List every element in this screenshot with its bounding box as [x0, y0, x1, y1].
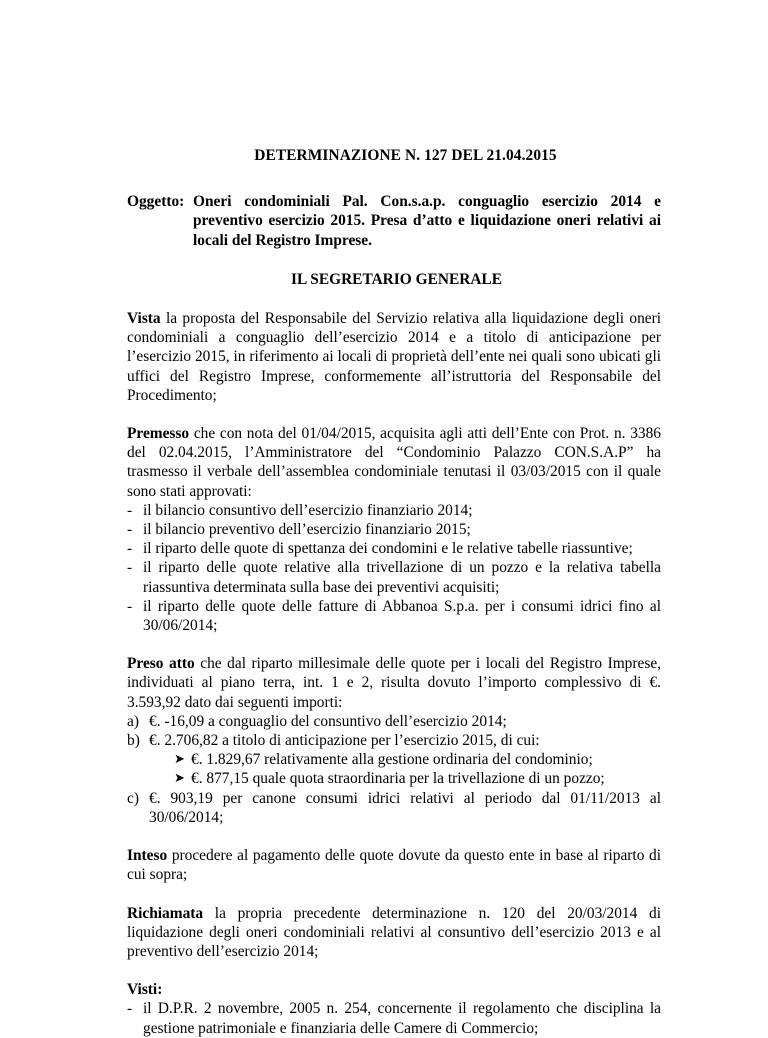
- list-item: - il D.P.R. 2 novembre, 2005 n. 254, concernente il regolamento che disciplina la gestione patrimoniale e finanziaria delle Camere di Commercio;: [127, 999, 661, 1037]
- arrow-bullet-icon: ➤: [174, 752, 185, 768]
- sub-amounts-list: [149, 750, 661, 788]
- arrow-bullet-icon: ➤: [174, 771, 185, 787]
- list-item: - il riparto delle quote relative alla trivellazione di un pozzo e la relativa tabella riassuntiva determinata sulla base dei preventivi acquisiti;: [127, 558, 661, 596]
- premesso-paragraph: [127, 424, 661, 635]
- subject-block: [127, 192, 661, 250]
- list-item: - il bilancio consuntivo dell’esercizio finanziario 2014;: [127, 501, 661, 520]
- preso-atto-lead: Preso atto: [127, 655, 195, 673]
- list-item: [127, 731, 661, 789]
- vista-lead: Vista: [127, 310, 161, 328]
- sub-list-item: [174, 769, 661, 788]
- list-item: - il bilancio preventivo dell’esercizio finanziario 2015;: [127, 520, 661, 539]
- item-letter: c): [127, 789, 139, 807]
- richiamata-lead: Richiamata: [127, 904, 204, 922]
- sub-item-text: €. 877,15 quale quota straordinaria per la trivellazione di un pozzo;: [191, 770, 605, 788]
- vista-text: la proposta del Responsabile del Servizio relativa alla liquidazione degli oneri condominiali a conguaglio dell’esercizio 2014 e a titolo di anticipazione per l’esercizio 2015, in riferimento ai locali di proprietà dell’ente nei quali sono ubicati gli uffici del Registro Imprese, conformemente all’istruttoria del Responsabile del Procedimento;: [127, 310, 661, 404]
- inteso-text: procedere al pagamento delle quote dovute da questo ente in base al riparto di cui sopra;: [127, 847, 661, 884]
- document-title: DETERMINAZIONE N. 127 DEL 21.04.2015: [254, 147, 557, 164]
- item-letter: b): [127, 732, 140, 750]
- list-item: [127, 712, 661, 731]
- inteso-paragraph: [127, 846, 661, 884]
- visti-list: [127, 999, 661, 1037]
- premesso-text: che con nota del 01/04/2015, acquisita agli atti dell’Ente con Prot. n. 3386 del 02.04.2015, l’Amministratore del “Condominio Palazzo CON.S.A.P” ha trasmesso il verbale dell’assemblea condominiale tenutasi il 03/03/2015 con il quale sono stati approvati:: [127, 425, 661, 500]
- subject-label: Oggetto:: [127, 193, 185, 211]
- sub-item-text: €. 1.829,67 relativamente alla gestione ordinaria del condominio;: [191, 751, 593, 769]
- list-item: - il riparto delle quote delle fatture di Abbanoa S.p.a. per i consumi idrici fino al 30/06/2014;: [127, 597, 661, 635]
- premesso-list: [127, 501, 661, 635]
- item-letter: a): [127, 712, 139, 730]
- preso-atto-paragraph: [127, 654, 661, 827]
- item-text: €. -16,09 a conguaglio del consuntivo dell’esercizio 2014;: [149, 712, 507, 730]
- richiamata-text: la propria precedente determinazione n. 120 del 20/03/2014 di liquidazione degli oneri condominiali relativi al consuntivo dell’esercizio 2013 e al preventivo dell’esercizio 2014;: [127, 904, 661, 960]
- section-heading: IL SEGRETARIO GENERALE: [291, 270, 502, 288]
- visti-lead: Visti:: [127, 981, 163, 999]
- richiamata-paragraph: [127, 904, 661, 962]
- document-body: [127, 146, 661, 1038]
- vista-paragraph: [127, 309, 661, 405]
- amounts-list: [127, 712, 661, 827]
- inteso-lead: Inteso: [127, 847, 168, 865]
- item-text: €. 2.706,82 a titolo di anticipazione per l’esercizio 2015, di cui:: [149, 732, 540, 750]
- list-item: - il riparto delle quote di spettanza dei condomini e le relative tabelle riassuntive;: [127, 539, 661, 558]
- item-text: €. 903,19 per canone consumi idrici relativi al periodo dal 01/11/2013 al 30/06/2014;: [149, 789, 661, 826]
- premesso-lead: Premesso: [127, 425, 190, 443]
- subject-text: Oneri condominiali Pal. Con.s.a.p. conguaglio esercizio 2014 e preventivo esercizio 2015. Presa d’atto e liquidazione oneri relativi ai locali del Registro Imprese.: [193, 193, 661, 249]
- list-item: [127, 789, 661, 827]
- sub-list-item: [174, 750, 661, 769]
- visti-paragraph: [127, 980, 661, 1038]
- preso-atto-text: che dal riparto millesimale delle quote per i locali del Registro Imprese, individuati al piano terra, int. 1 e 2, risulta dovuto l’importo complessivo di €. 3.593,92 dato dai seguenti importi:: [127, 655, 662, 711]
